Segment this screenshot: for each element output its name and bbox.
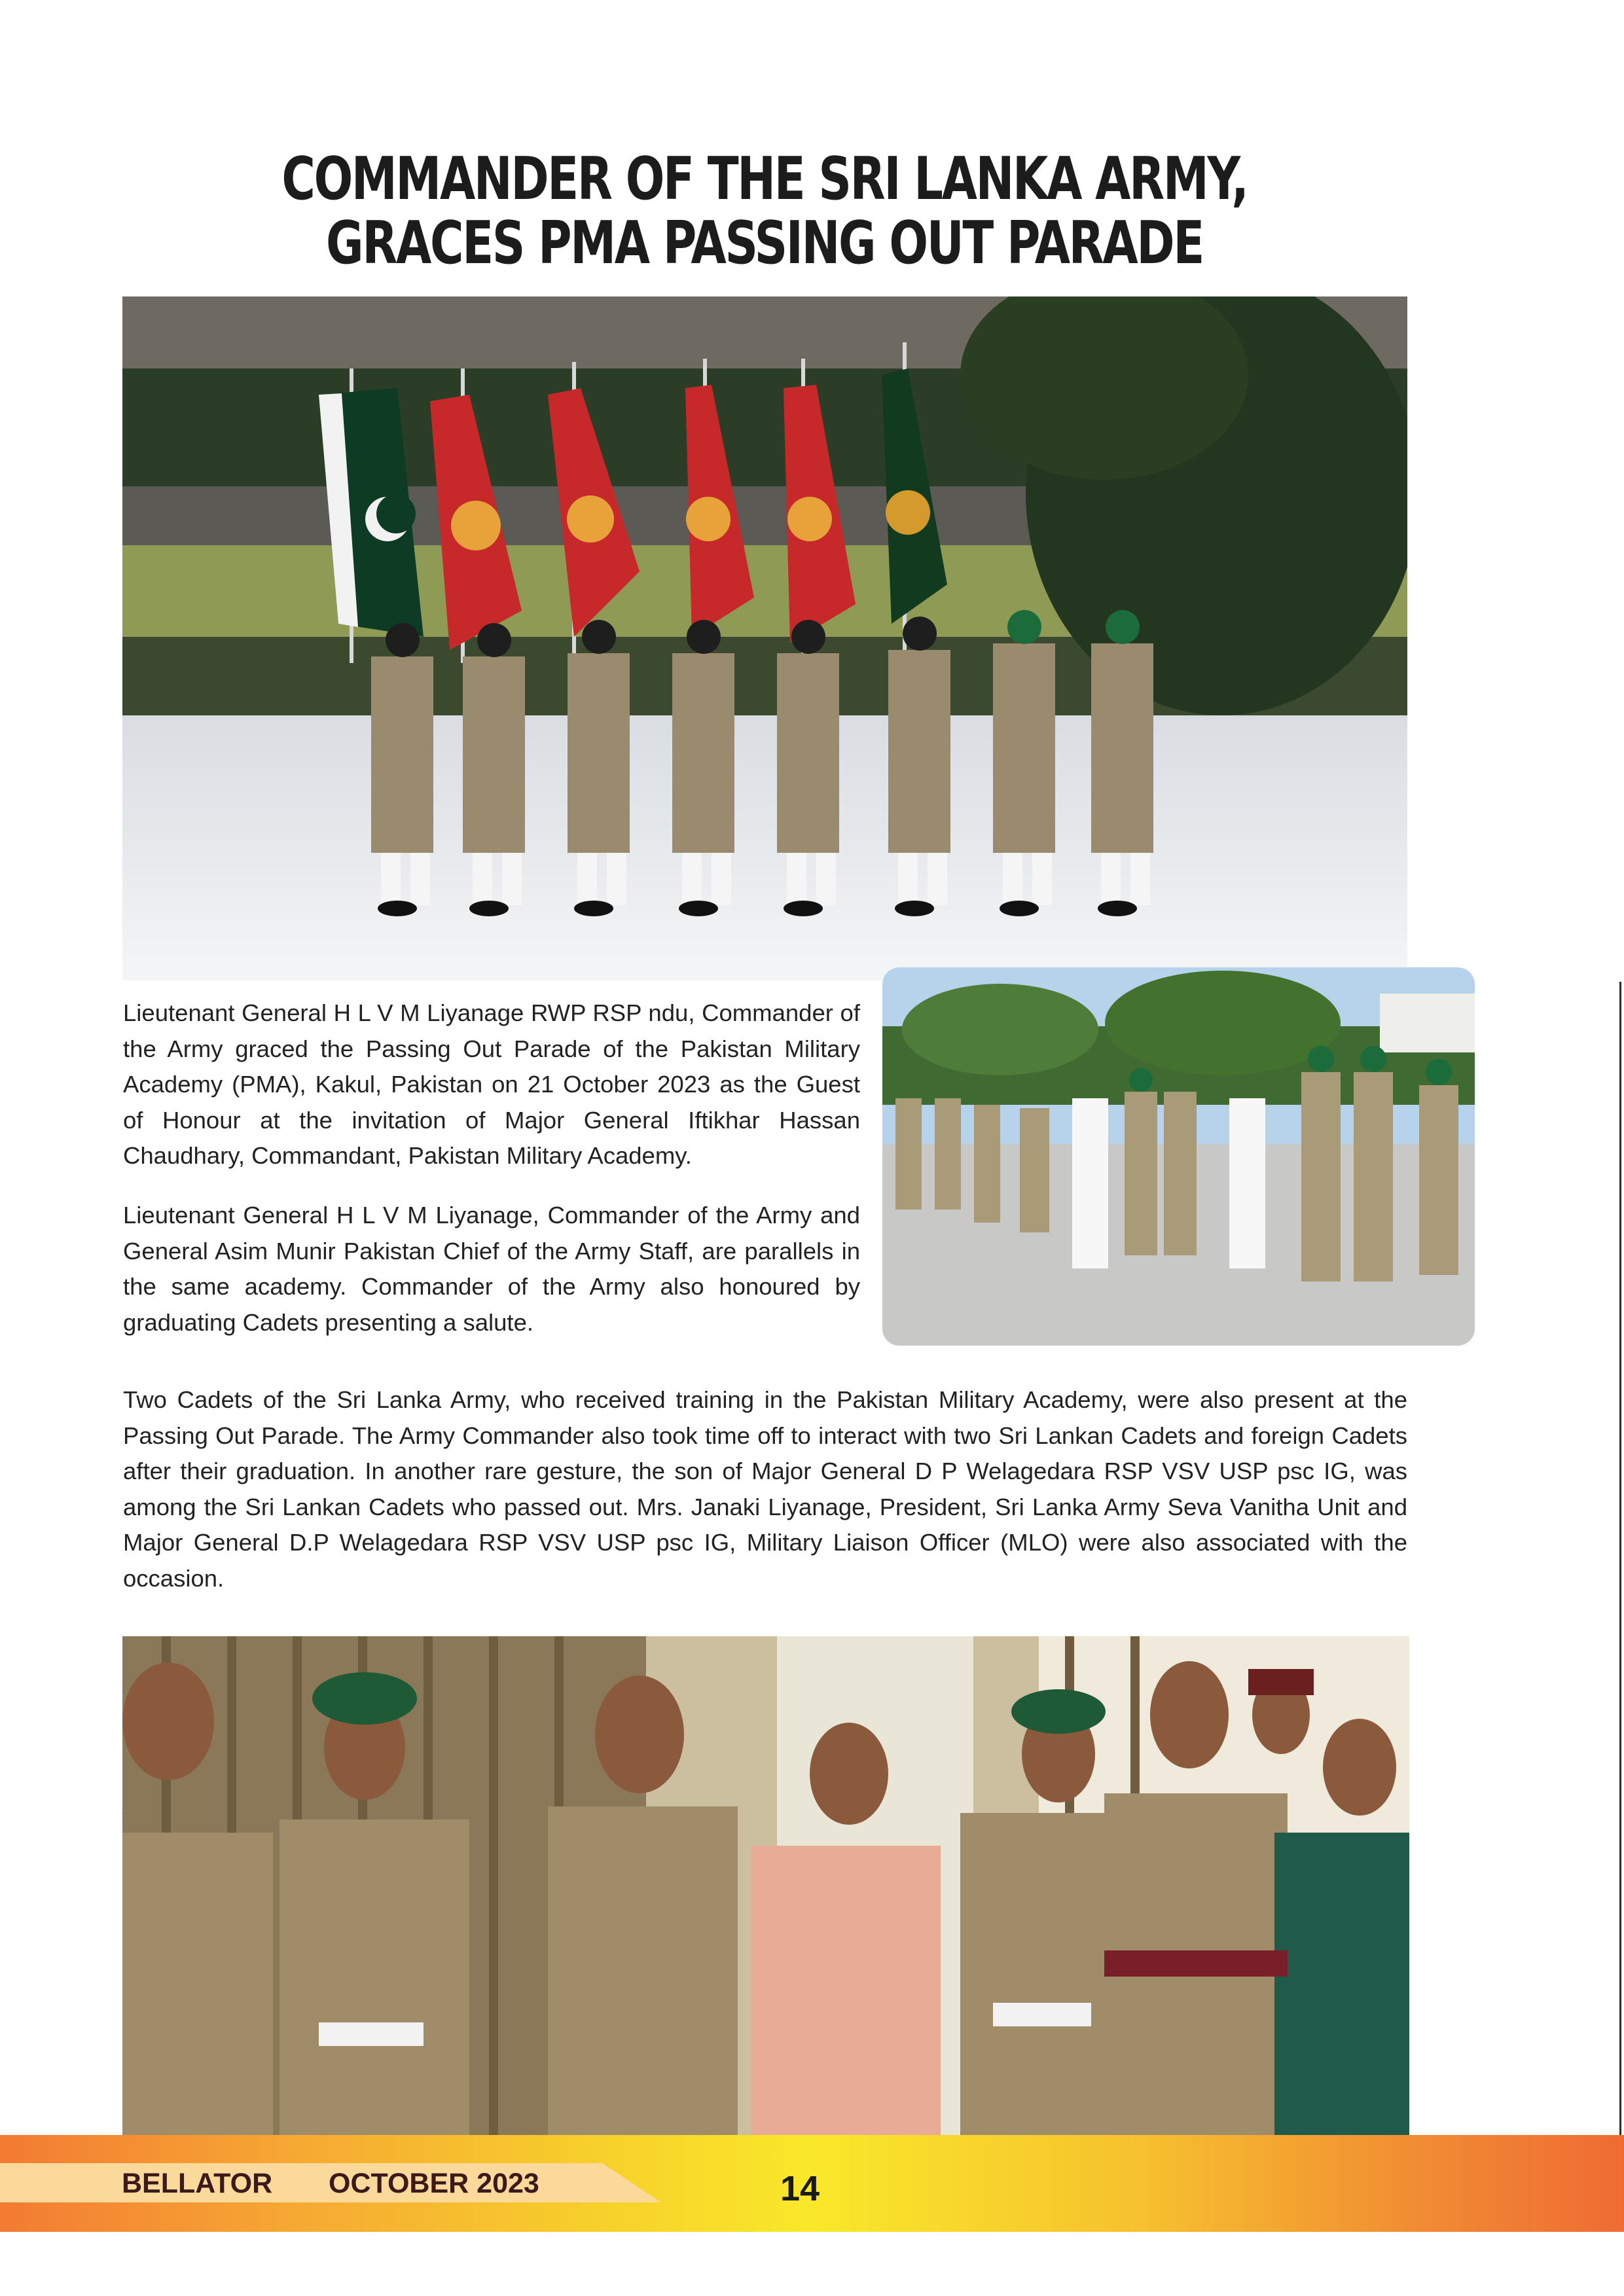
photo-group-portrait: [122, 1636, 1409, 2135]
body-paragraph-3: Two Cadets of the Sri Lanka Army, who received training in the Pakistan Military Academy, were also present at the Passing Out Parade. The Army Commander also took time off to interact with two Sri Lankan Cadets and foreign Cadets after their graduation. In another rare gesture, the son of Major General D P Welagedara RSP VSV USP psc IG, was among the Sri Lankan Cadets who passed out. Mrs. Janaki Liyanage, President, Sri Lanka Army Seva Vanitha Unit and Major General D.P Welagedara RSP VSV USP psc IG, Military Liaison Officer (MLO) were also associated with the occasion.: [123, 1386, 1407, 1592]
publication-name: BELLATOR: [122, 2168, 273, 2199]
page-number: 14: [780, 2169, 820, 2208]
issue-date: OCTOBER 2023: [329, 2168, 539, 2199]
body-paragraph-2: Lieutenant General H L V M Liyanage, Commander of the Army and General Asim Munir Pakistan Chief of the Army Staff, are parallels in the same academy. Commander of the Army also honoured by graduating Cadets presenting a salute.: [123, 1202, 860, 1336]
article-title: COMMANDER OF THE SRI LANKA ARMY, GRACES PMA PASSING OUT PARADE: [281, 145, 1248, 278]
body-paragraph-1: Lieutenant General H L V M Liyanage RWP RSP ndu, Commander of the Army graced the Passing Out Parade of the Pakistan Military Academy (PMA), Kakul, Pakistan on 21 October 2023 as the Guest of Honour at the invitation of Major General Iftikhar Hassan Chaudhary, Commandant, Pakistan Military Academy.: [123, 999, 860, 1169]
photo-parade-inspection: [882, 967, 1475, 1346]
page-edge-rule: [1619, 982, 1621, 2137]
photo-parade-colour-party: [122, 296, 1407, 980]
